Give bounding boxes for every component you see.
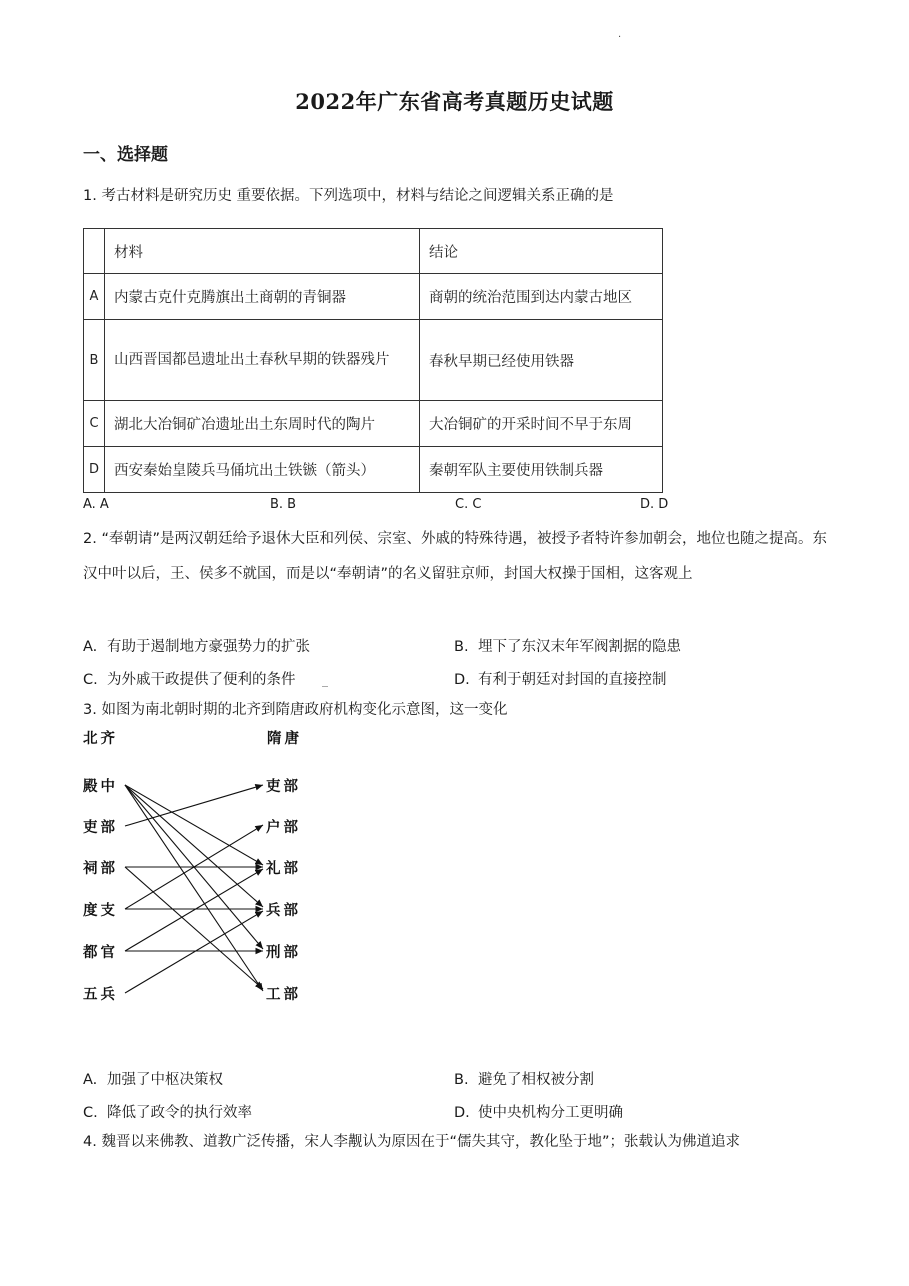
q3-option-a[interactable] — [83, 1068, 223, 1089]
table-header-key — [84, 229, 105, 274]
arrow-line — [125, 785, 263, 865]
table-row — [84, 447, 663, 493]
q3-option-d[interactable] — [454, 1101, 623, 1122]
option-text: 降低了政令的执行效率 — [107, 1105, 252, 1121]
option-a[interactable]: A. A — [83, 497, 109, 512]
left-node: 度支 — [83, 902, 118, 919]
arrow-line — [125, 785, 263, 826]
option-text: 避免了相权被分割 — [478, 1072, 594, 1088]
option-d[interactable]: D. D — [640, 497, 669, 512]
option-label: B. — [454, 1072, 469, 1088]
question-2-stem: 2. “奉朝请”是两汉朝廷给予退休大臣和列侯、宗室、外戚的特殊待遇，被授予者特许参加朝会，地位也随之提高。东汉中叶以后，王、侯多不就国，而是以“奉朝请”的名义留驻京师，封国大权操于国相，这客观上 — [83, 531, 827, 582]
arrow-lines — [125, 785, 263, 993]
option-label: C. — [83, 672, 98, 688]
right-node: 户部 — [266, 819, 301, 836]
row-conclusion: 秦朝军队主要使用铁制兵器 — [420, 447, 663, 493]
section-heading: 一、选择题 — [83, 145, 168, 165]
right-node: 工部 — [266, 986, 301, 1003]
question-3-stem: 3. 如图为南北朝时期的北齐到隋唐政府机构变化示意图，这一变化 — [83, 702, 508, 718]
table-row — [84, 274, 663, 320]
table-header-row — [84, 229, 663, 274]
row-material: 西安秦始皇陵兵马俑坑出土铁镞（箭头） — [105, 447, 420, 493]
row-key: A — [84, 274, 105, 320]
arrow-line — [125, 867, 263, 989]
question-1-stem: 1. 考古材料是研究历史 重要依据。下列选项中，材料与结论之间逻辑关系正确的是 — [83, 188, 614, 204]
option-text: 埋下了东汉末年军阀割据的隐患 — [478, 639, 681, 655]
question-4-stem: 4. 魏晋以来佛教、道教广泛传播，宋人李觏认为原因在于“儒失其守，教化坠于地”；张载认为佛道追求 — [83, 1134, 740, 1150]
q2-option-c[interactable] — [83, 668, 296, 689]
option-b[interactable]: B. B — [270, 497, 297, 512]
table-header-conclusion: 结论 — [420, 229, 663, 274]
option-label: D. — [454, 672, 470, 688]
option-text: 有助于遏制地方豪强势力的扩张 — [107, 639, 310, 655]
row-material: 山西晋国都邑遗址出土春秋早期的铁器残片 — [105, 320, 420, 401]
left-node: 吏部 — [83, 819, 118, 836]
right-node: 刑部 — [266, 944, 301, 961]
question-1-table — [83, 228, 663, 493]
row-key: D — [84, 447, 105, 493]
row-material: 湖北大冶铜矿冶遗址出土东周时代的陶片 — [105, 401, 420, 447]
right-node: 兵部 — [266, 902, 301, 919]
left-node: 都官 — [83, 944, 118, 961]
table-row — [84, 320, 663, 401]
row-conclusion: 大冶铜矿的开采时间不早于东周 — [420, 401, 663, 447]
row-conclusion: 春秋早期已经使用铁器 — [420, 320, 663, 401]
option-text: 使中央机构分工更明确 — [478, 1105, 623, 1121]
option-text: 有利于朝廷对封国的直接控制 — [478, 672, 667, 688]
diagram-header-left: 北齐 — [83, 730, 118, 747]
left-node: 殿中 — [83, 778, 118, 795]
row-key: B — [84, 320, 105, 401]
right-node: 吏部 — [266, 778, 301, 795]
institution-change-diagram — [83, 727, 323, 1017]
arrow-line — [125, 911, 263, 993]
page-title: 2022年广东省高考真题历史试题 — [295, 89, 614, 114]
q2-option-d[interactable] — [454, 668, 667, 689]
left-node: 祠部 — [83, 860, 118, 877]
row-key: C — [84, 401, 105, 447]
option-label: C. — [83, 1105, 98, 1121]
option-label: A. — [83, 1072, 98, 1088]
divider-mark — [322, 686, 328, 687]
option-text: 为外戚干政提供了便利的条件 — [107, 672, 296, 688]
row-material: 内蒙古克什克腾旗出土商朝的青铜器 — [105, 274, 420, 320]
option-c[interactable]: C. C — [455, 497, 482, 512]
q2-option-a[interactable] — [83, 635, 310, 656]
row-conclusion: 商朝的统治范围到达内蒙古地区 — [420, 274, 663, 320]
arrow-line — [125, 869, 263, 951]
page-mark: · — [618, 32, 622, 43]
diagram-header-right: 隋唐 — [267, 730, 302, 747]
table-header-material: 材料 — [105, 229, 420, 274]
left-node: 五兵 — [83, 986, 118, 1003]
table-row — [84, 401, 663, 447]
q3-option-c[interactable] — [83, 1101, 252, 1122]
option-label: D. — [454, 1105, 470, 1121]
option-label: B. — [454, 639, 469, 655]
option-text: 加强了中枢决策权 — [107, 1072, 223, 1088]
q2-option-b[interactable] — [454, 635, 681, 656]
right-node: 礼部 — [266, 860, 301, 877]
option-label: A. — [83, 639, 98, 655]
q3-option-b[interactable] — [454, 1068, 594, 1089]
